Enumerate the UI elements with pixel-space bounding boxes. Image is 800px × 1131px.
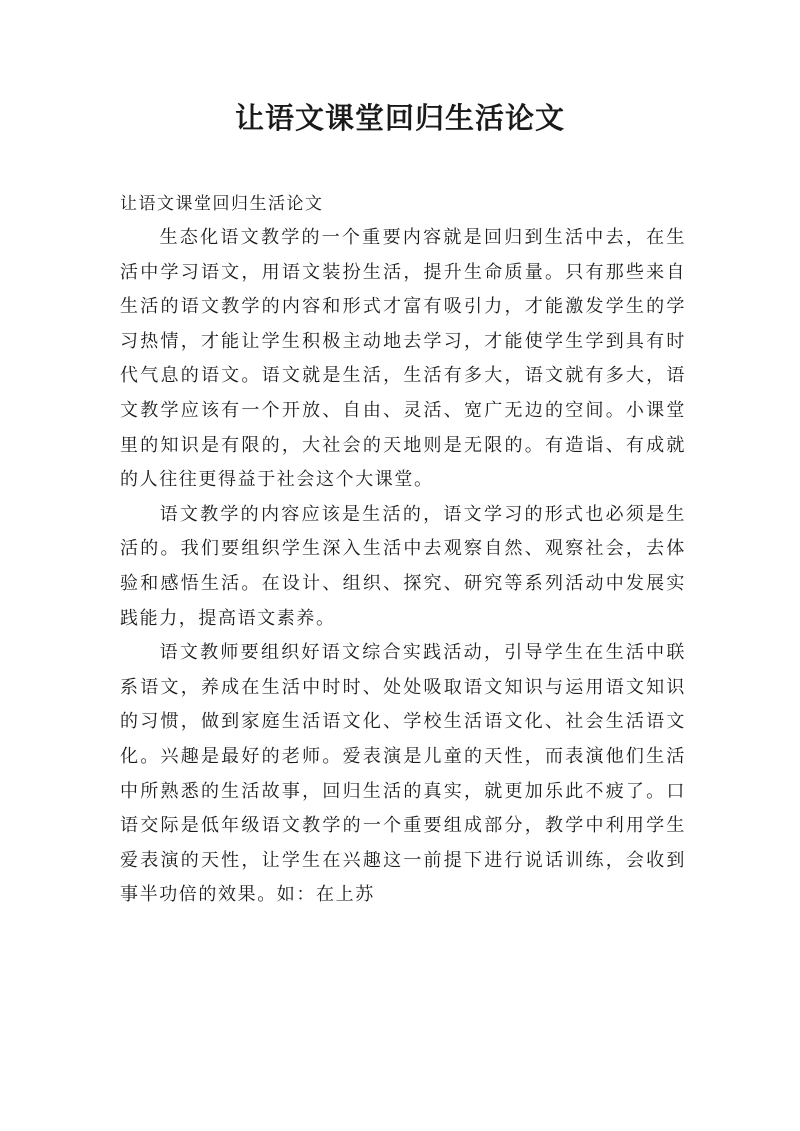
document-title: 让语文课堂回归生活论文 bbox=[234, 101, 565, 135]
paragraph-3: 语文教师要组织好语文综合实践活动，引导学生在生活中联系语文，养成在生活中时时、处处吸取语文知识与运用语文知识的习惯，做到家庭生活语文化、学校生活语文化、社会生活语文化。兴趣是最好的老师。爱表演是儿童的天性，而表演他们生活中所熟悉的生活故事，回归生活的真实，就更加乐此不疲了。口语交际是低年级语文教学的一个重要组成部分，教学中利用学生爱表演的天性，让学生在兴趣这一前提下进行说话训练，会收到事半功倍的效果。如：在上苏 bbox=[120, 642, 686, 906]
paragraph-1: 生态化语文教学的一个重要内容就是回归到生活中去，在生活中学习语文，用语文装扮生活，提升生命质量。只有那些来自生活的语文教学的内容和形式才富有吸引力，才能激发学生的学习热情，才能让学生积极主动地去学习，才能使学生学到具有时代气息的语文。语文就是生活，生活有多大，语文就有多大，语文教学应该有一个开放、自由、灵活、宽广无边的空间。小课堂里的知识是有限的，大社会的天地则是无限的。有造诣、有成就的人往往更得益于社会这个大课堂。 bbox=[120, 227, 686, 491]
paragraph-2: 语文教学的内容应该是生活的，语文学习的形式也必须是生活的。我们要组织学生深入生活中去观察自然、观察社会，去体验和感悟生活。在设计、组织、探究、研究等系列活动中发展实践能力，提高语文素养。 bbox=[120, 503, 686, 629]
document-subtitle: 让语文课堂回归生活论文 bbox=[120, 194, 324, 214]
document-body bbox=[120, 187, 686, 913]
